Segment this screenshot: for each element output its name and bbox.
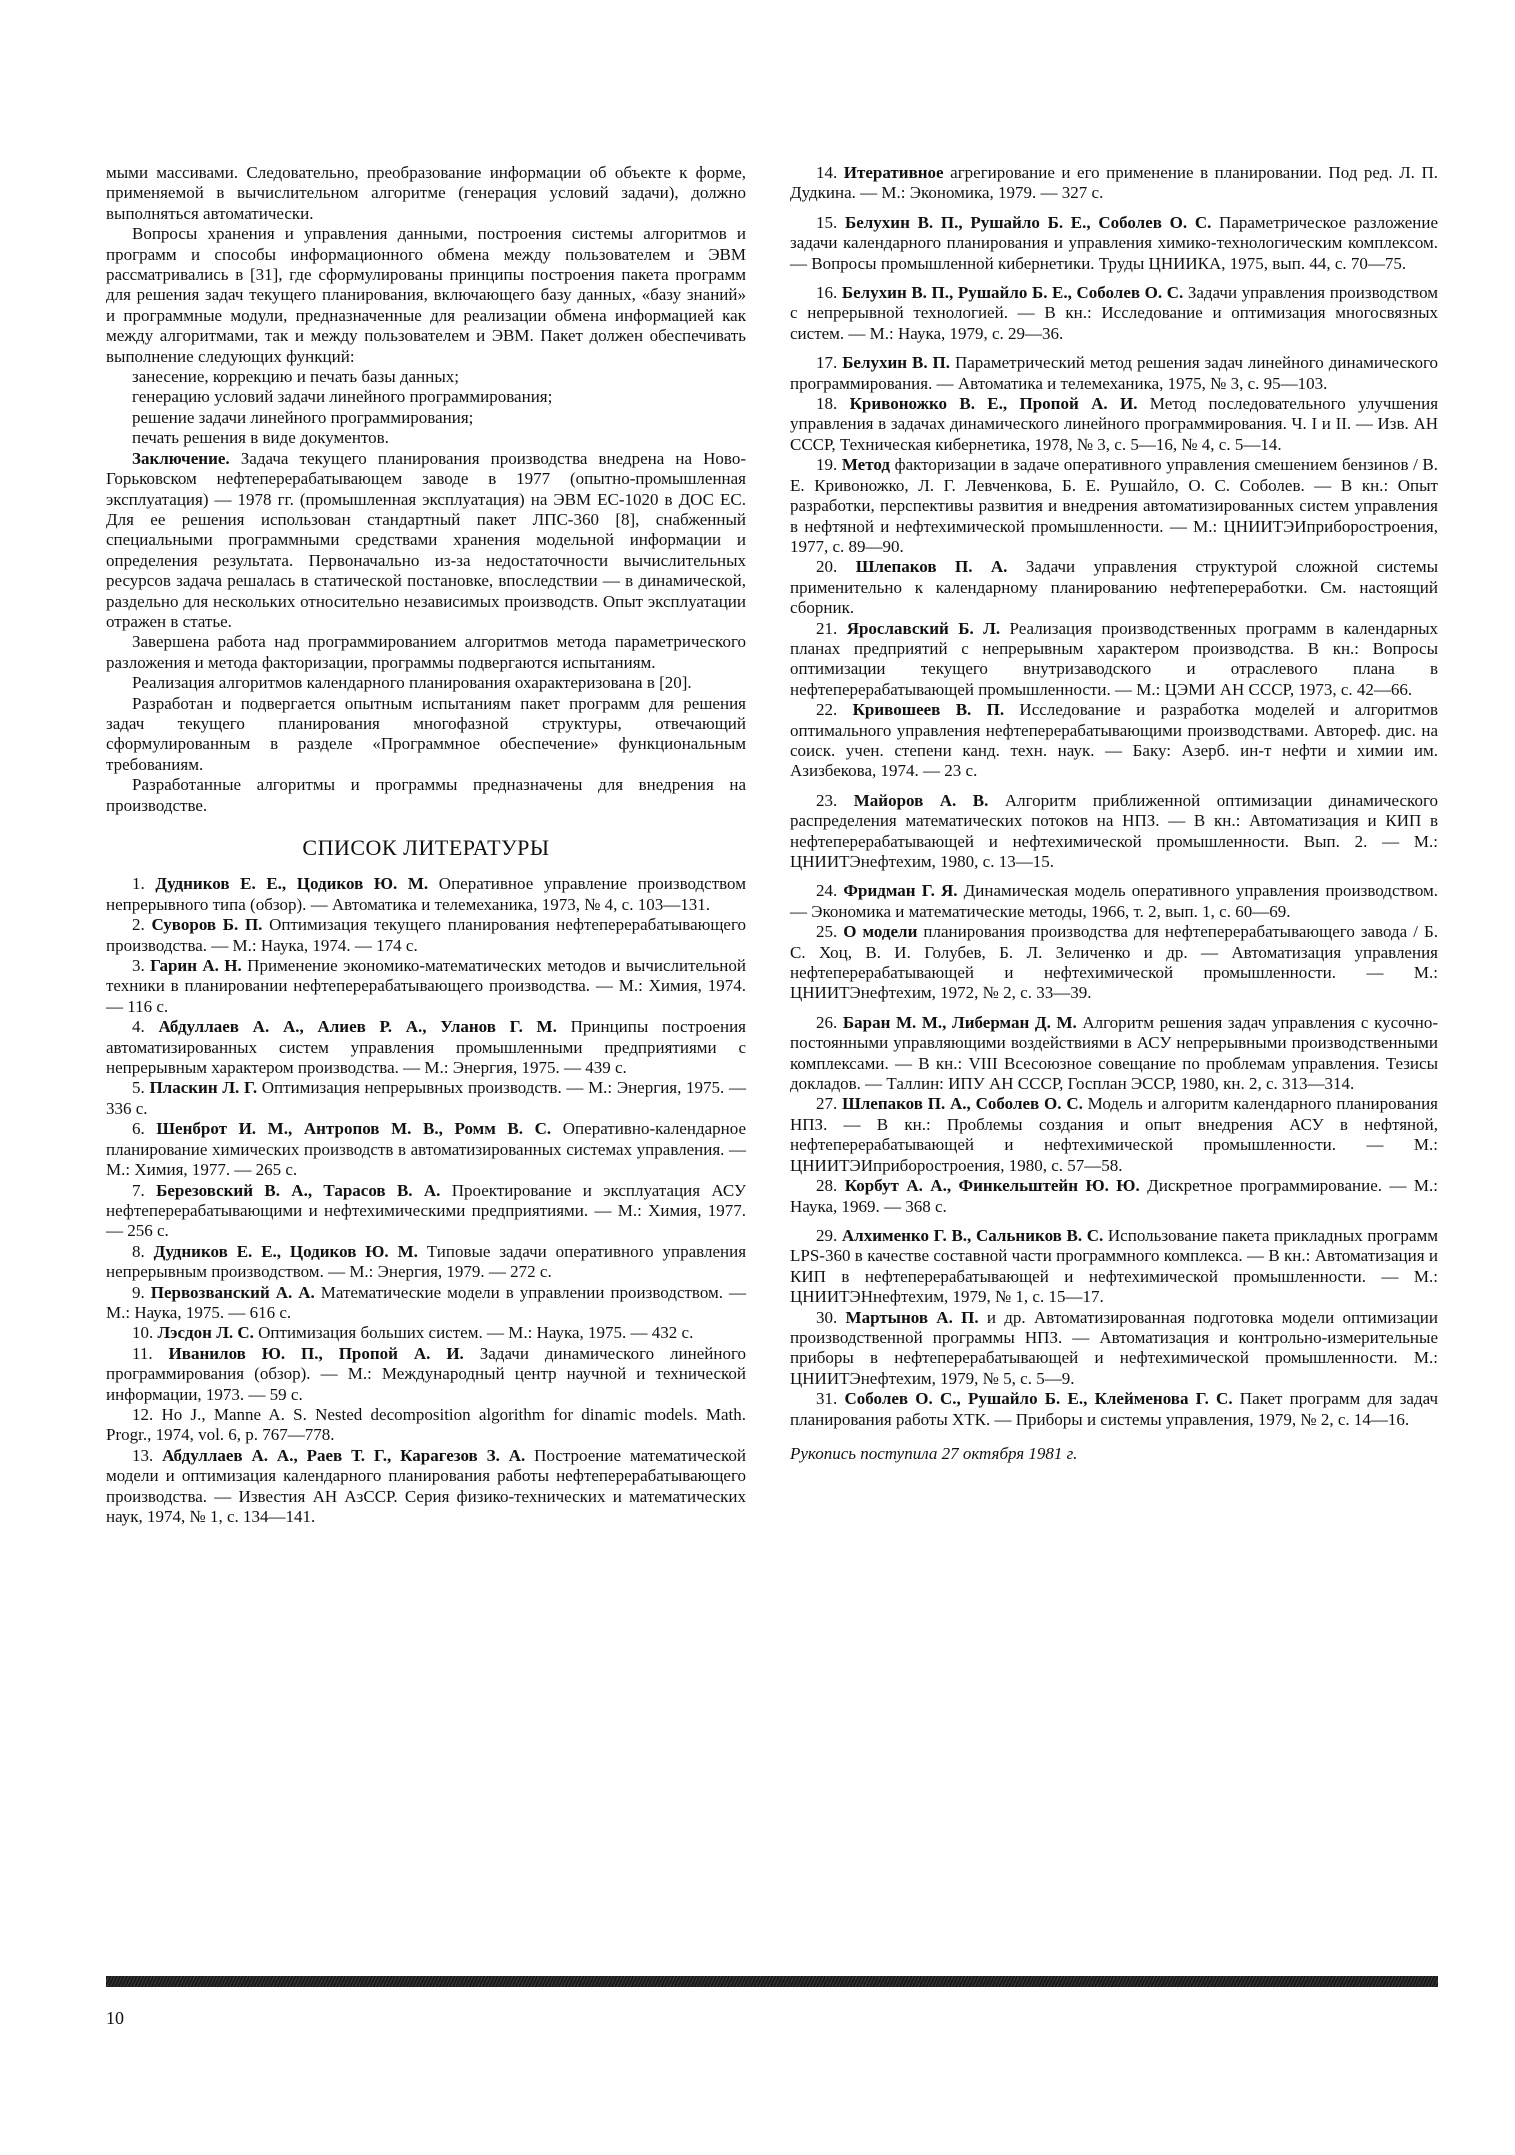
reference-item (106, 915, 746, 956)
reference-item (106, 1078, 746, 1119)
reference-authors: Шлепаков П. А. (855, 557, 1008, 577)
reference-text: Параметрический метод решения задач линейного динамического программирования. — Автоматика и телемеханика, 1975, № 3, с. 95—103. (790, 353, 1438, 393)
reference-number: 28. (816, 1176, 838, 1196)
reference-authors: Белухин В. П., Рушайло Б. Е., Соболев О. С. (844, 212, 1212, 232)
reference-item (106, 1119, 746, 1180)
reference-text: Ho J., Manne A. S. Nested decomposition algorithm for dinamic models. Math. Progr., 1974, vol. 6, p. 767—778. (106, 1404, 747, 1445)
body-paragraph: Разработан и подвергается опытным испытаниям пакет программ для решения задач текущего планирования многофазной структуры, отвечающий сформулированным в разделе «Программное обеспечение» функциональным требованиям. (106, 693, 746, 774)
reference-text: Типовые задачи оперативного управления непрерывным производством. — М.: Энергия, 1979. — 272 с. (106, 1241, 747, 1282)
reference-item (106, 1181, 746, 1242)
reference-number: 22. (816, 700, 838, 720)
reference-number: 21. (816, 618, 838, 638)
reference-item (790, 1389, 1438, 1430)
reference-authors: Абдуллаев А. А., Алиев Р. А., Уланов Г. М. (158, 1017, 557, 1037)
reference-authors: Майоров А. В. (853, 790, 989, 810)
reference-item (790, 213, 1438, 274)
reference-number: 8. (132, 1241, 145, 1261)
reference-authors: Фридман Г. Я. (843, 881, 958, 901)
reference-number: 30. (816, 1307, 838, 1327)
references-list-right (790, 163, 1438, 1430)
reference-authors: Первозванский А. А. (150, 1282, 315, 1302)
reference-text: Оптимизация непрерывных производств. — М.: Энергия, 1975. — 336 с. (106, 1078, 746, 1118)
reference-authors: Суворов Б. П. (151, 915, 263, 935)
footer-rule (106, 1976, 1438, 1987)
reference-text: Алгоритм приближенной оптимизации динамического распределения математических потоков на НПЗ. — В кн.: Автоматизация и КИП в нефтеперерабатывающей и нефтехимической промышленности. Вып. 2. — М.: ЦНИИТЭнефтехим, 1980, с. 13—15. (790, 790, 1439, 871)
reference-text: Принципы построения автоматизированных систем управления промышленными предприятиями с непрерывным характером производства. — М.: Энергия, 1975. — 439 с. (106, 1017, 746, 1078)
reference-number: 27. (816, 1094, 838, 1114)
body-paragraph: мыми массивами. Следовательно, преобразование информации об объекте к форме, применяемой в вычислительном алгоритме (генерация условий задачи), должно выполняться автоматически. (106, 163, 746, 223)
right-column (790, 163, 1438, 1464)
reference-number: 14. (816, 163, 838, 182)
reference-item (790, 1013, 1438, 1095)
reference-number: 16. (816, 283, 838, 303)
reference-authors: Березовский В. А., Тарасов В. А. (156, 1180, 441, 1200)
reference-authors: Алхименко Г. В., Сальников В. С. (841, 1225, 1104, 1245)
reference-number: 10. (132, 1323, 154, 1343)
reference-item (790, 1176, 1438, 1217)
reference-item (106, 1283, 746, 1324)
reference-number: 26. (816, 1012, 838, 1032)
references-title: СПИСОК ЛИТЕРАТУРЫ (302, 835, 550, 860)
reference-number: 23. (816, 790, 838, 810)
reference-item (790, 791, 1438, 873)
body-paragraph: Завершена работа над программированием алгоритмов метода параметрического разложения и метода факторизации, программы подвергаются испытаниям. (106, 632, 746, 672)
reference-item (790, 455, 1438, 557)
reference-item (790, 1308, 1438, 1390)
reference-item (106, 1323, 746, 1343)
reference-authors: Итеративное (843, 163, 944, 182)
reference-text: планирования производства для нефтеперерабатывающего завода / Б. С. Хоц, В. И. Голубев, Б. Л. Зеличенко и др. — Автоматизация управления нефтеперерабатывающей и нефтехимической промышленности. — М.: ЦНИИТЭнефтехим, 1972, № 2, с. 33—39. (790, 922, 1438, 1003)
function-list-item: печать решения в виде документов. (132, 428, 389, 448)
reference-number: 25. (816, 922, 838, 942)
reference-item (106, 1405, 746, 1446)
reference-number: 9. (132, 1282, 145, 1302)
reference-number: 31. (816, 1389, 838, 1409)
reference-authors: Белухин В. П., Рушайло Б. Е., Соболев О. С. (841, 283, 1184, 303)
reference-number: 4. (132, 1017, 145, 1037)
body-paragraph: Реализация алгоритмов календарного планирования охарактеризована в [20]. (132, 673, 692, 693)
reference-number: 18. (816, 394, 838, 414)
reference-text: Оперативно-календарное планирование химических производств в автоматизированных системах управления. — М.: Химия, 1977. — 265 с. (106, 1119, 746, 1180)
reference-text: Использование пакета прикладных программ LPS-360 в качестве составной части программного комплекса. — В кн.: Автоматизация и КИП в нефтеперерабатывающей и нефтехимической промышленности. — М.: ЦНИИТЭНнефтехим, 1979, № 1, с. 15—17. (790, 1225, 1438, 1307)
reference-authors: Кривошеев В. П. (852, 700, 1005, 720)
reference-text: Дискретное программирование. — М.: Наука, 1969. — 368 с. (790, 1176, 1439, 1216)
reference-number: 7. (132, 1180, 145, 1200)
reference-authors: Иванилов Ю. П., Пропой А. И. (168, 1343, 464, 1363)
reference-item (790, 922, 1438, 1004)
reference-authors: Абдуллаев А. А., Раев Т. Г., Карагезов З. А. (162, 1445, 526, 1465)
conclusion-text: Задача текущего планирования производства внедрена на Ново-Горьковском нефтеперерабатывающем заводе в 1977 (опытно-промышленная эксплуатация) — 1978 гг. (промышленная эксплуатация) на ЭВМ ЕС-1020 в ДОС ЕС. Для ее решения использован стандартный пакет ЛПС-360 [8], снабженный специальными программными средствами хранения модельной информации и определения результата. Первоначально из-за недостаточности вычислительных ресурсов задача решалась в статической постановке, впоследствии — в динамической, раздельно для нескольких относительно независимых производств. Опыт эксплуатации отражен в статье. (106, 448, 746, 631)
manuscript-received-note: Рукопись поступила 27 октября 1981 г. (790, 1443, 1078, 1463)
reference-text: факторизации в задаче оперативного управления смешением бензинов / В. Е. Кривоножко, Л. Г. Левченкова, Б. Е. Рушайло, О. С. Соболев. — В кн.: Опыт разработки, перспективы развития и внедрения автоматизированных систем управления в нефтяной и нефтехимической промышленности. — М.: ЦНИИТЭИприборостроения, 1977, с. 89—90. (790, 455, 1438, 556)
reference-text: Математические модели в управлении производством. — М.: Наука, 1975. — 616 с. (106, 1282, 746, 1322)
reference-number: 29. (816, 1225, 838, 1245)
reference-number: 11. (132, 1343, 153, 1363)
reference-number: 24. (816, 881, 838, 901)
reference-item (106, 956, 746, 1017)
function-list-item: решение задачи линейного программирования; (132, 407, 474, 427)
reference-text: Метод последовательного улучшения управления в задачах динамического линейного программирования. Ч. I и II. — Изв. АН СССР, Техническая кибернетика, 1978, № 3, с. 5—16, № 4, с. 5—14. (790, 394, 1439, 454)
reference-item (790, 557, 1438, 618)
reference-authors: Метод (841, 455, 890, 475)
reference-text: Исследование и разработка моделей и алгоритмов оптимального управления нефтеперерабатывающими производствами. Автореф. дис. на соиск. учен. степени канд. техн. наук. — Баку: Азерб. ин-т нефти и химии им. Азизбекова, 1974. — 23 с. (790, 700, 1439, 781)
body-paragraph: Разработанные алгоритмы и программы предназначены для внедрения на производстве. (106, 775, 746, 815)
reference-text: Реализация производственных программ в календарных планах предприятий с непрерывным характером производства. В кн.: Вопросы оптимизации текущего внутризаводского и отраслевого плана в нефтеперерабатывающей промышленности. — М.: ЦЭМИ АН СССР, 1973, с. 42—66. (790, 618, 1439, 699)
reference-number: 3. (132, 956, 145, 976)
reference-text: Динамическая модель оперативного управления производством. — Экономика и математические методы, 1966, т. 2, вып. 1, с. 60—69. (790, 881, 1439, 921)
reference-item (106, 1446, 746, 1528)
reference-authors: Дудников Е. Е., Цодиков Ю. М. (153, 1241, 418, 1261)
reference-authors: Белухин В. П. (842, 353, 951, 373)
reference-item (790, 881, 1438, 922)
reference-authors: Шлепаков П. А., Соболев О. С. (842, 1094, 1083, 1114)
reference-number: 12. (132, 1404, 154, 1424)
conclusion-heading: Заключение. (132, 448, 230, 468)
function-list-item: занесение, коррекцию и печать базы данных; (132, 367, 459, 387)
reference-authors: Соболев О. С., Рушайло Б. Е., Клейменова Г. С. (844, 1389, 1233, 1409)
references-list-left (106, 874, 746, 1527)
reference-number: 17. (816, 353, 838, 373)
reference-item (790, 394, 1438, 455)
reference-text: Построение математической модели и оптимизация календарного планирования работы нефтеперерабатывающего производства. — Известия АН АзССР. Серия физико-технических и математических наук, 1974, № 1, с. 134—141. (106, 1445, 746, 1526)
reference-authors: Дудников Е. Е., Цодиков Ю. М. (155, 874, 429, 894)
reference-item (790, 163, 1438, 204)
reference-number: 15. (816, 212, 838, 232)
reference-item (790, 1226, 1438, 1308)
reference-text: Задачи управления структурой сложной системы применительно к календарному планированию нефтепереработки. См. настоящий сборник. (790, 557, 1439, 618)
reference-item (790, 1094, 1438, 1176)
reference-item (106, 874, 746, 915)
reference-text: и др. Автоматизированная подготовка модели оптимизации производственной программы НПЗ. — Автоматизация и контрольно-измерительные приборы в нефтеперерабатывающей и нефтехимической промышленности. М.: ЦНИИТЭнефтехим, 1979, № 5, с. 5—9. (790, 1307, 1439, 1388)
reference-text: агрегирование и его применение в планировании. Под ред. Л. П. Дудкина. — М.: Экономика, 1979. — 327 с. (790, 163, 1438, 203)
reference-text: Оптимизация текущего планирования нефтеперерабатывающего производства. — М.: Наука, 1974. — 174 с. (106, 915, 747, 955)
reference-number: 13. (132, 1445, 154, 1465)
reference-item (790, 283, 1438, 344)
reference-text: Пакет программ для задач планирования работы ХТК. — Приборы и системы управления, 1979, № 2, с. 14—16. (790, 1389, 1439, 1429)
reference-authors: Лэсдон Л. С. (157, 1323, 254, 1343)
reference-text: Алгоритм решения задач управления с кусочно-постоянными управляющими воздействиями в АСУ непрерывными производственными комплексами. — В кн.: VIII Всесоюзное совещание по проблемам управления. Тезисы докладов. — Таллин: ИПУ АН СССР, Госплан ЭССР, 1980, кн. 2, с. 313—314. (790, 1012, 1439, 1094)
reference-item (790, 700, 1438, 782)
reference-item (106, 1017, 746, 1078)
reference-text: Задачи динамического линейного программирования (обзор). — М.: Международный центр научной и технической информации, 1973. — 59 с. (106, 1343, 747, 1404)
reference-text: Параметрическое разложение задачи календарного планирования и управления химико-технологическим комплексом. — Вопросы промышленной кибернетики. Труды ЦНИИКА, 1975, вып. 44, с. 70—75. (790, 212, 1439, 273)
reference-text: Модель и алгоритм календарного планирования НПЗ. — В кн.: Проблемы создания и опыт внедрения АСУ в нефтяной, нефтеперерабатывающей и нефтехимической промышленности. — М.: ЦНИИТЭИприборостроения, 1980, с. 57—58. (790, 1094, 1438, 1175)
reference-number: 20. (816, 557, 838, 577)
reference-number: 1. (132, 874, 145, 894)
body-paragraph: Вопросы хранения и управления данными, построения системы алгоритмов и программ и способы информационного обмена между пользователем и ЭВМ рассматривались в [31], где сформулированы принципы построения пакета программ для решения задач текущего планирования, включающего базу данных, «базу знаний» и программные модули, предназначенные для реализации обмена информацией как между алгоритмами, так и между пользователем и ЭВМ. Пакет должен обеспечивать выполнение следующих функций: (106, 224, 746, 366)
reference-item (106, 1242, 746, 1283)
conclusion-paragraph (106, 449, 746, 633)
reference-authors: Мартынов А. П. (845, 1307, 979, 1327)
reference-item (790, 353, 1438, 394)
reference-text: Проектирование и эксплуатация АСУ нефтеперерабатывающими и нефтехимическими предприятиями. — М.: Химия, 1977. — 256 с. (106, 1180, 747, 1241)
reference-item (790, 619, 1438, 701)
reference-authors: Баран М. М., Либерман Д. М. (842, 1012, 1077, 1032)
reference-text: Задачи управления производством с непрерывной технологией. — В кн.: Исследование и оптимизация многосвязных систем. — М.: Наука, 1979, с. 29—36. (790, 283, 1439, 343)
reference-item (106, 1344, 746, 1405)
reference-authors: Кривоножко В. Е., Пропой А. И. (849, 394, 1138, 414)
reference-authors: Гарин А. Н. (150, 956, 242, 976)
reference-text: Оптимизация больших систем. — М.: Наука, 1975. — 432 с. (253, 1323, 694, 1343)
function-list-item: генерацию условий задачи линейного программирования; (132, 387, 553, 407)
reference-number: 2. (132, 915, 145, 935)
reference-authors: Шенброт И. М., Антропов М. В., Ромм В. С. (156, 1119, 552, 1139)
reference-authors: Ярославский Б. Л. (846, 618, 1001, 638)
page-number: 10 (106, 2008, 124, 2028)
reference-number: 6. (132, 1119, 145, 1139)
reference-authors: Пласкин Л. Г. (149, 1078, 258, 1098)
reference-text: Применение экономико-математических методов и вычислительной техники в планировании нефтеперерабатывающего производства. — М.: Химия, 1974. — 116 с. (106, 956, 746, 1016)
reference-authors: О модели (843, 922, 918, 942)
left-column (106, 163, 746, 1527)
reference-number: 5. (132, 1078, 145, 1098)
reference-text: Оперативное управление производством непрерывного типа (обзор). — Автоматика и телемеханика, 1973, № 4, с. 103—131. (106, 874, 746, 914)
reference-authors: Корбут А. А., Финкельштейн Ю. Ю. (844, 1176, 1140, 1196)
reference-number: 19. (816, 455, 838, 475)
